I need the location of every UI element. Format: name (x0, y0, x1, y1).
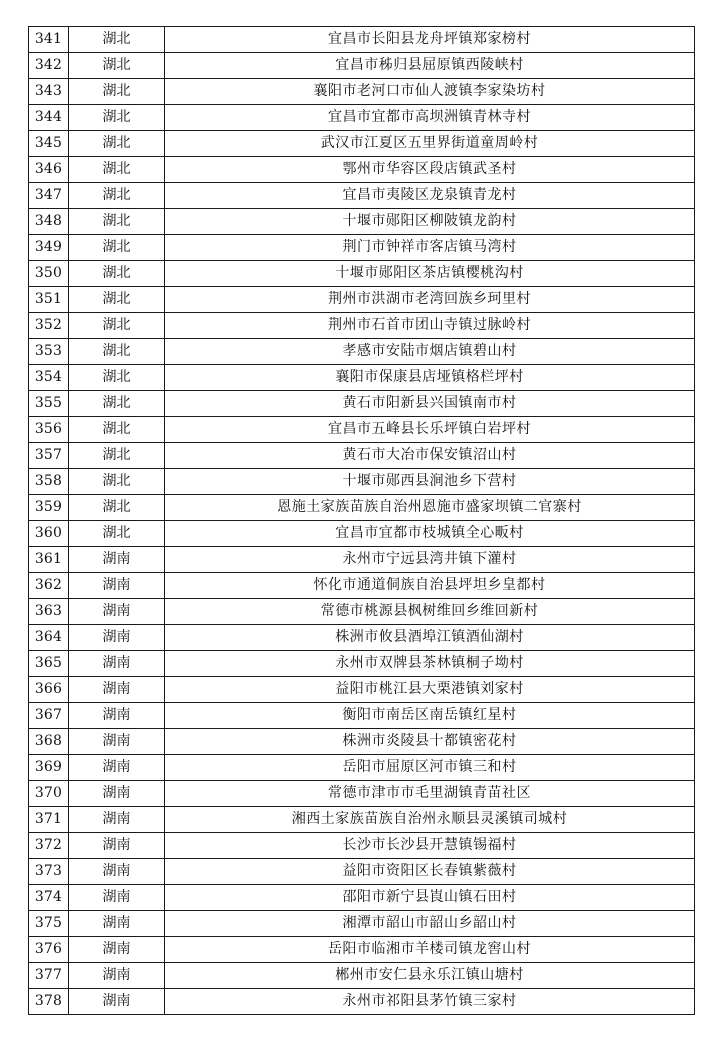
village-name-cell: 湘潭市韶山市韶山乡韶山村 (165, 911, 695, 937)
village-name-cell: 郴州市安仁县永乐江镇山塘村 (165, 963, 695, 989)
row-number-cell: 343 (29, 79, 69, 105)
province-cell: 湖北 (69, 391, 165, 417)
table-row (29, 157, 695, 183)
village-name-cell: 永州市祁阳县茅竹镇三家村 (165, 989, 695, 1015)
province-cell: 湖北 (69, 183, 165, 209)
village-name-cell: 岳阳市临湘市羊楼司镇龙窖山村 (165, 937, 695, 963)
province-cell: 湖南 (69, 677, 165, 703)
village-name-cell: 常德市桃源县枫树维回乡维回新村 (165, 599, 695, 625)
row-number-cell: 370 (29, 781, 69, 807)
table-row (29, 807, 695, 833)
row-number-cell: 350 (29, 261, 69, 287)
village-name-cell: 邵阳市新宁县崀山镇石田村 (165, 885, 695, 911)
row-number-cell: 348 (29, 209, 69, 235)
row-number-cell: 368 (29, 729, 69, 755)
row-number-cell: 367 (29, 703, 69, 729)
village-name-cell: 荆州市石首市团山寺镇过脉岭村 (165, 313, 695, 339)
table-row (29, 755, 695, 781)
province-cell: 湖北 (69, 469, 165, 495)
row-number-cell: 341 (29, 27, 69, 53)
row-number-cell: 361 (29, 547, 69, 573)
row-number-cell: 352 (29, 313, 69, 339)
table-row (29, 989, 695, 1015)
table-row (29, 547, 695, 573)
village-name-cell: 益阳市资阳区长春镇紫薇村 (165, 859, 695, 885)
row-number-cell: 373 (29, 859, 69, 885)
village-name-cell: 十堰市郧阳区柳陂镇龙韵村 (165, 209, 695, 235)
table-row (29, 573, 695, 599)
province-cell: 湖北 (69, 209, 165, 235)
table-row (29, 703, 695, 729)
table-row (29, 677, 695, 703)
row-number-cell: 369 (29, 755, 69, 781)
village-name-cell: 永州市宁远县湾井镇下灌村 (165, 547, 695, 573)
row-number-cell: 349 (29, 235, 69, 261)
row-number-cell: 346 (29, 157, 69, 183)
province-cell: 湖北 (69, 79, 165, 105)
row-number-cell: 372 (29, 833, 69, 859)
province-cell: 湖北 (69, 495, 165, 521)
village-name-cell: 宜昌市宜都市枝城镇全心畈村 (165, 521, 695, 547)
row-number-cell: 377 (29, 963, 69, 989)
village-name-cell: 十堰市郧西县涧池乡下营村 (165, 469, 695, 495)
village-name-cell: 衡阳市南岳区南岳镇红星村 (165, 703, 695, 729)
province-cell: 湖南 (69, 807, 165, 833)
village-name-cell: 鄂州市华容区段店镇武圣村 (165, 157, 695, 183)
table-row (29, 443, 695, 469)
village-name-cell: 株洲市炎陵县十都镇密花村 (165, 729, 695, 755)
table-row (29, 339, 695, 365)
province-cell: 湖南 (69, 755, 165, 781)
row-number-cell: 357 (29, 443, 69, 469)
row-number-cell: 360 (29, 521, 69, 547)
village-name-cell: 宜昌市夷陵区龙泉镇青龙村 (165, 183, 695, 209)
row-number-cell: 351 (29, 287, 69, 313)
table-row (29, 53, 695, 79)
table-row (29, 417, 695, 443)
village-name-cell: 宜昌市宜都市高坝洲镇青林寺村 (165, 105, 695, 131)
table-row (29, 27, 695, 53)
table-row (29, 391, 695, 417)
table-row (29, 885, 695, 911)
row-number-cell: 376 (29, 937, 69, 963)
province-cell: 湖南 (69, 885, 165, 911)
village-name-cell: 永州市双牌县茶林镇桐子坳村 (165, 651, 695, 677)
province-cell: 湖北 (69, 339, 165, 365)
table-row (29, 469, 695, 495)
village-name-cell: 湘西土家族苗族自治州永顺县灵溪镇司城村 (165, 807, 695, 833)
village-name-cell: 宜昌市五峰县长乐坪镇白岩坪村 (165, 417, 695, 443)
village-name-cell: 常德市津市市毛里湖镇青苗社区 (165, 781, 695, 807)
province-cell: 湖南 (69, 651, 165, 677)
row-number-cell: 365 (29, 651, 69, 677)
province-cell: 湖南 (69, 599, 165, 625)
row-number-cell: 344 (29, 105, 69, 131)
province-cell: 湖北 (69, 443, 165, 469)
row-number-cell: 342 (29, 53, 69, 79)
province-cell: 湖北 (69, 313, 165, 339)
province-cell: 湖北 (69, 235, 165, 261)
province-cell: 湖北 (69, 131, 165, 157)
table-row (29, 261, 695, 287)
province-cell: 湖北 (69, 521, 165, 547)
village-name-cell: 襄阳市保康县店垭镇格栏坪村 (165, 365, 695, 391)
row-number-cell: 358 (29, 469, 69, 495)
table-row (29, 963, 695, 989)
village-list-sheet (28, 26, 694, 1015)
row-number-cell: 355 (29, 391, 69, 417)
province-cell: 湖北 (69, 157, 165, 183)
province-cell: 湖北 (69, 417, 165, 443)
row-number-cell: 371 (29, 807, 69, 833)
table-row (29, 235, 695, 261)
village-name-cell: 长沙市长沙县开慧镇锡福村 (165, 833, 695, 859)
table-row (29, 313, 695, 339)
table-row (29, 911, 695, 937)
village-name-cell: 宜昌市秭归县屈原镇西陵峡村 (165, 53, 695, 79)
table-row (29, 183, 695, 209)
village-name-cell: 十堰市郧阳区茶店镇樱桃沟村 (165, 261, 695, 287)
row-number-cell: 356 (29, 417, 69, 443)
table-row (29, 859, 695, 885)
province-cell: 湖北 (69, 27, 165, 53)
village-name-cell: 武汉市江夏区五里界街道童周岭村 (165, 131, 695, 157)
row-number-cell: 374 (29, 885, 69, 911)
row-number-cell: 359 (29, 495, 69, 521)
row-number-cell: 347 (29, 183, 69, 209)
table-row (29, 599, 695, 625)
village-name-cell: 益阳市桃江县大栗港镇刘家村 (165, 677, 695, 703)
province-cell: 湖南 (69, 963, 165, 989)
village-name-cell: 岳阳市屈原区河市镇三和村 (165, 755, 695, 781)
table-row (29, 521, 695, 547)
village-name-cell: 孝感市安陆市烟店镇碧山村 (165, 339, 695, 365)
province-cell: 湖南 (69, 573, 165, 599)
village-name-cell: 黄石市阳新县兴国镇南市村 (165, 391, 695, 417)
village-table-body (29, 27, 695, 1015)
province-cell: 湖南 (69, 989, 165, 1015)
table-row (29, 937, 695, 963)
table-row (29, 781, 695, 807)
province-cell: 湖南 (69, 911, 165, 937)
table-row (29, 105, 695, 131)
table-row (29, 287, 695, 313)
province-cell: 湖南 (69, 833, 165, 859)
province-cell: 湖北 (69, 365, 165, 391)
table-row (29, 365, 695, 391)
village-name-cell: 荆门市钟祥市客店镇马湾村 (165, 235, 695, 261)
village-name-cell: 宜昌市长阳县龙舟坪镇郑家榜村 (165, 27, 695, 53)
province-cell: 湖北 (69, 287, 165, 313)
village-name-cell: 恩施土家族苗族自治州恩施市盛家坝镇二官寨村 (165, 495, 695, 521)
province-cell: 湖北 (69, 261, 165, 287)
row-number-cell: 363 (29, 599, 69, 625)
row-number-cell: 375 (29, 911, 69, 937)
row-number-cell: 362 (29, 573, 69, 599)
village-name-cell: 怀化市通道侗族自治县坪坦乡皇都村 (165, 573, 695, 599)
row-number-cell: 353 (29, 339, 69, 365)
table-row (29, 729, 695, 755)
province-cell: 湖南 (69, 729, 165, 755)
province-cell: 湖北 (69, 53, 165, 79)
table-row (29, 209, 695, 235)
village-name-cell: 荆州市洪湖市老湾回族乡珂里村 (165, 287, 695, 313)
row-number-cell: 366 (29, 677, 69, 703)
row-number-cell: 345 (29, 131, 69, 157)
village-name-cell: 株洲市攸县酒埠江镇酒仙湖村 (165, 625, 695, 651)
table-row (29, 495, 695, 521)
table-row (29, 651, 695, 677)
table-row (29, 625, 695, 651)
province-cell: 湖南 (69, 937, 165, 963)
table-row (29, 833, 695, 859)
row-number-cell: 364 (29, 625, 69, 651)
village-name-cell: 黄石市大冶市保安镇沼山村 (165, 443, 695, 469)
province-cell: 湖南 (69, 859, 165, 885)
province-cell: 湖南 (69, 703, 165, 729)
village-table (28, 26, 695, 1015)
village-name-cell: 襄阳市老河口市仙人渡镇李家染坊村 (165, 79, 695, 105)
table-row (29, 79, 695, 105)
province-cell: 湖北 (69, 105, 165, 131)
table-row (29, 131, 695, 157)
province-cell: 湖南 (69, 625, 165, 651)
row-number-cell: 354 (29, 365, 69, 391)
province-cell: 湖南 (69, 547, 165, 573)
province-cell: 湖南 (69, 781, 165, 807)
row-number-cell: 378 (29, 989, 69, 1015)
